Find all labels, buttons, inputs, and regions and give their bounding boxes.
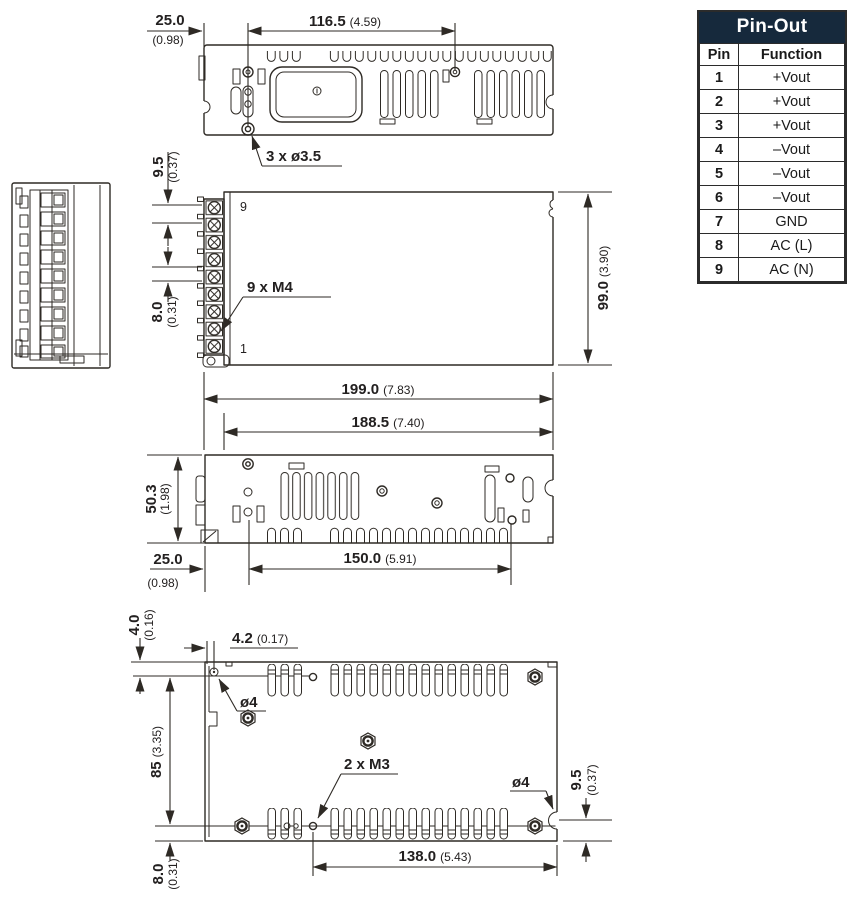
vent-slots: [279, 472, 361, 520]
vent-row: [265, 51, 303, 64]
table-row: [700, 66, 845, 90]
overall-length-dim: 199.0 (7.83): [341, 381, 415, 398]
pin-function: AC (N): [739, 258, 845, 282]
front-pitch-dim-mm: 8.0: [149, 301, 166, 323]
pin-number: 1: [700, 66, 739, 90]
vent-slots: [472, 70, 547, 118]
pin-function: GND: [739, 210, 845, 234]
front-top-dim-in: (0.37): [166, 151, 180, 183]
vent-slots: [328, 808, 510, 842]
pin-number: 9: [700, 258, 739, 282]
m3-hole: [309, 673, 316, 680]
pin-number: 4: [700, 138, 739, 162]
table-row: [700, 210, 845, 234]
case-length-dim: 188.5 (7.40): [351, 414, 425, 431]
pinout-header-row: [700, 44, 845, 66]
corner-hole-callout: ø4: [240, 694, 258, 711]
table-row: [700, 186, 845, 210]
pin-9-label: 9: [240, 200, 247, 214]
pin-function: –Vout: [739, 138, 845, 162]
pin-function: +Vout: [739, 90, 845, 114]
vent-row: [516, 51, 552, 64]
terminal-stack: [16, 188, 65, 358]
top-width-dim: 116.5 (4.59): [308, 13, 382, 30]
terminal-screws-callout: 9 x M4: [247, 279, 293, 296]
bottom-height-dim: 85(3.35): [148, 725, 165, 779]
top-offset-dim-mm: 25.0: [155, 12, 185, 29]
top-holes-callout: 3 x ø3.5: [266, 148, 322, 165]
function-column-header: Function: [739, 44, 845, 66]
bottom-top-dim-in: (0.16): [142, 609, 156, 641]
corner-offset-dim: 4.2 (0.17): [232, 630, 289, 647]
table-row: [700, 114, 845, 138]
bottom-side-dim-in: (0.37): [585, 764, 599, 796]
terminal-tabs: [197, 197, 204, 359]
side-view: [143, 455, 553, 592]
top-view: [147, 12, 553, 166]
bottom-bottom-dim-in: (0.31): [166, 858, 180, 890]
side-height-dim-in: (1.98): [158, 483, 172, 515]
table-row: [700, 162, 845, 186]
front-pitch-dim-in: (0.31): [165, 296, 179, 328]
pin-number: 8: [700, 234, 739, 258]
terminal-side-profile: [12, 183, 110, 368]
front-top-dim-mm: 9.5: [150, 156, 167, 178]
table-row: [700, 234, 845, 258]
vent-row: [328, 526, 510, 543]
front-height-dim: 99.0(3.90): [595, 245, 612, 311]
pin-function: –Vout: [739, 186, 845, 210]
bottom-view: [126, 609, 612, 889]
side-span-dim: 150.0 (5.91): [343, 550, 417, 567]
pin-function: +Vout: [739, 66, 845, 90]
side-height-dim-mm: 50.3: [143, 484, 160, 514]
vent-slots: [378, 70, 441, 118]
pin-number: 2: [700, 90, 739, 114]
bottom-bottom-dim-mm: 8.0: [150, 863, 167, 885]
table-row: [700, 258, 845, 282]
pin-function: +Vout: [739, 114, 845, 138]
pin-number: 3: [700, 114, 739, 138]
pinout-table: [697, 10, 847, 284]
pin-1-label: 1: [240, 342, 247, 356]
table-row: [700, 138, 845, 162]
pin-number: 7: [700, 210, 739, 234]
pin-function: AC (L): [739, 234, 845, 258]
vent-slots: [328, 664, 510, 698]
pinout-title: Pin-Out: [699, 12, 845, 43]
table-row: [700, 90, 845, 114]
vent-row: [265, 526, 304, 543]
bottom-span-dim: 138.0 (5.43): [398, 848, 472, 865]
length-dimensions: [204, 372, 553, 450]
side-offset-dim-mm: 25.0: [153, 551, 183, 568]
front-view: [149, 151, 612, 367]
top-offset-dim-in: (0.98): [152, 33, 184, 47]
vent-row: [328, 51, 516, 64]
side-hole-callout: ø4: [512, 774, 530, 791]
m3-callout: 2 x M3: [344, 756, 390, 773]
pin-number: 6: [700, 186, 739, 210]
pin-function: –Vout: [739, 162, 845, 186]
pin-column-header: Pin: [700, 44, 739, 66]
terminal-block: [204, 199, 224, 355]
side-offset-dim-in: (0.98): [147, 576, 179, 590]
bottom-top-dim-mm: 4.0: [126, 614, 143, 636]
pin-number: 5: [700, 162, 739, 186]
vent-slots: [265, 664, 304, 698]
bottom-side-dim-mm: 9.5: [568, 769, 585, 791]
